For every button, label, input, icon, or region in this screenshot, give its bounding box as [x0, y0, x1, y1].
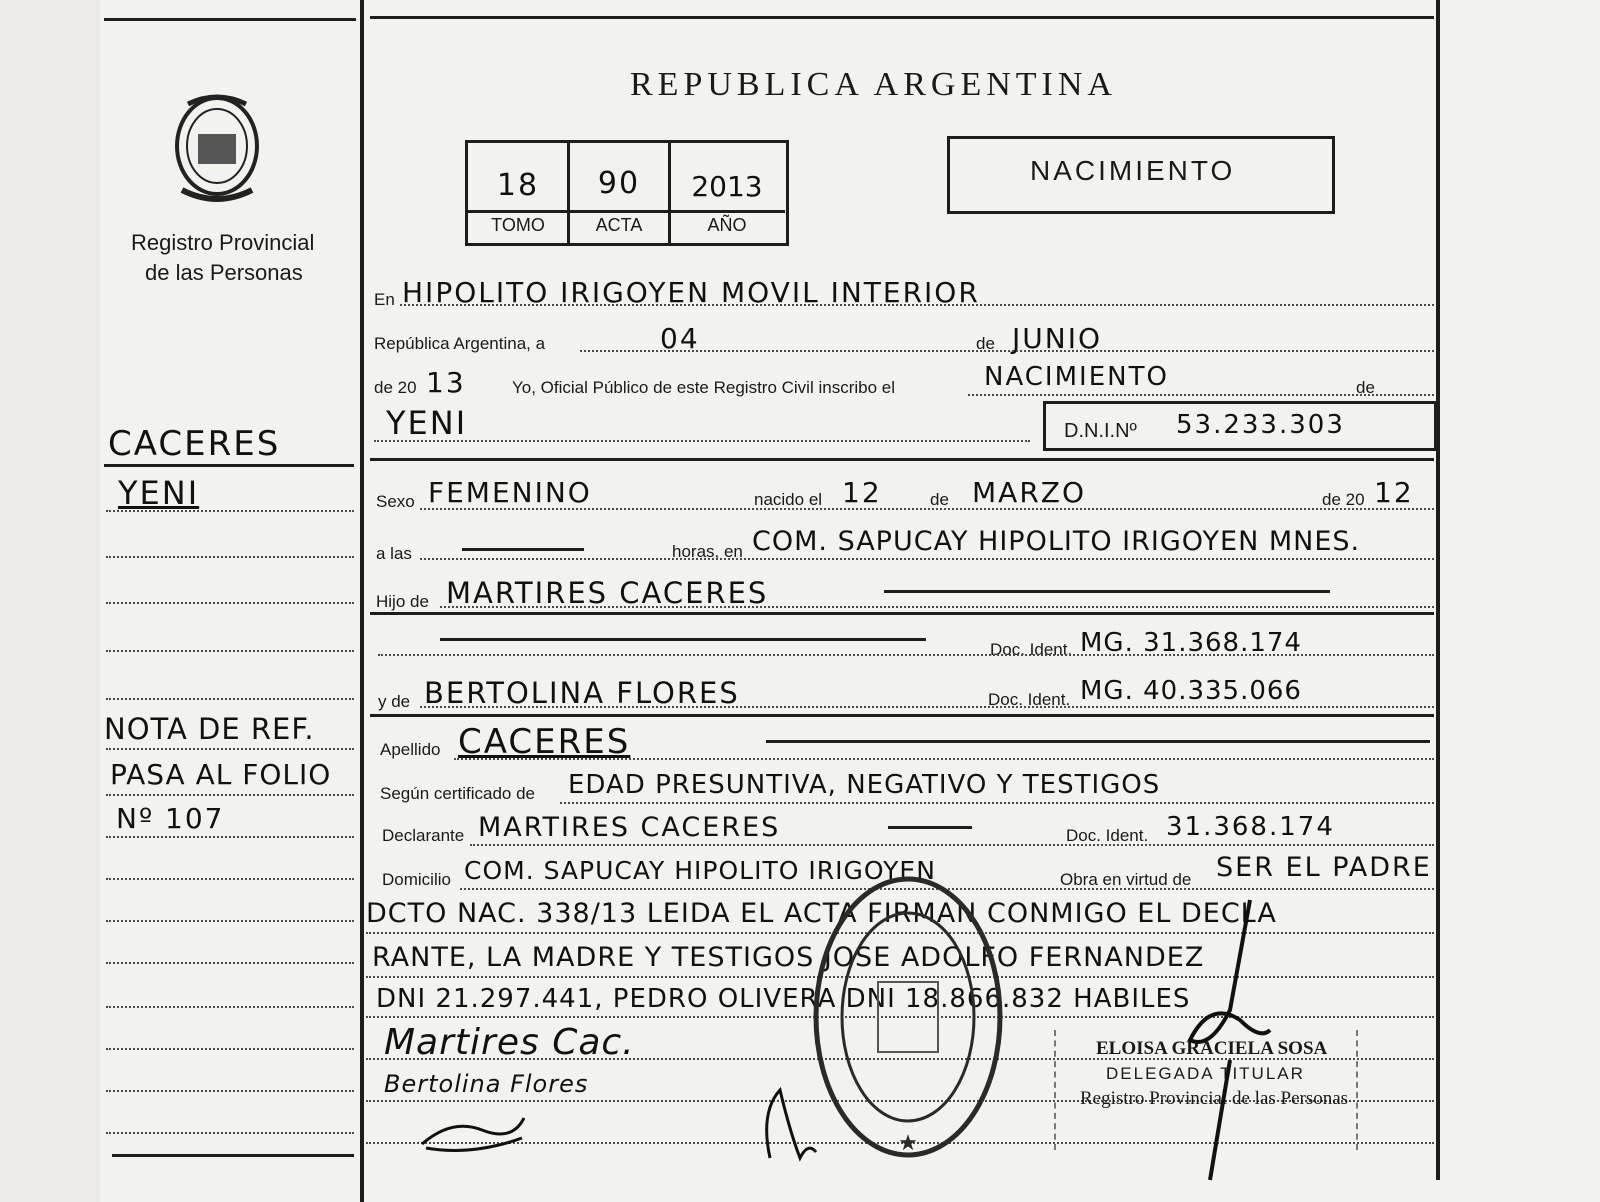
field-dotline [400, 304, 1434, 306]
a-las-label: a las [376, 544, 412, 563]
section-rule [370, 612, 1434, 615]
anio-label: AÑO [707, 215, 747, 235]
doc-ident-label-2: Doc. Ident. [988, 690, 1071, 709]
sidebar-note-line3: Nº 107 [116, 802, 225, 835]
year-prefix: de 20 [374, 378, 417, 397]
tomo-value: 18 [496, 168, 540, 203]
section-rule [370, 458, 1434, 461]
seal-icon [168, 90, 266, 208]
day-value: 04 [660, 322, 700, 355]
official-stamp [808, 872, 1008, 1162]
side-bottom-rule [112, 1154, 354, 1157]
sexo-label: Sexo [376, 492, 415, 511]
dni-label: D.N.I.Nº [1064, 420, 1137, 442]
body-line-3: DNI 21.297.441, PEDRO OLIVERA DNI 18.866.832 HABILES [376, 984, 1191, 1014]
sidebar-note-line2: PASA AL FOLIO [110, 758, 332, 791]
side-dotline [106, 748, 354, 750]
mother-doc: MG. 40.335.066 [1080, 676, 1302, 706]
inscribo-value: NACIMIENTO [984, 362, 1169, 392]
signature-mother: Bertolina Flores [384, 1070, 589, 1098]
anio-value: 2013 [691, 170, 763, 203]
registry-name-line1: Registro Provincial [131, 230, 315, 255]
official-signature-icon [1170, 890, 1300, 1190]
mother-name: BERTOLINA FLORES [424, 676, 740, 710]
column-divider [360, 0, 364, 1202]
obra-value: SER EL PADRE [1216, 852, 1432, 883]
main-top-rule [370, 16, 1434, 19]
official-name: ELOISA GRACIELA SOSA [1096, 1038, 1328, 1059]
signature-declarante: Martires Cac. [384, 1022, 635, 1063]
side-dotline [106, 602, 354, 604]
obra-label: Obra en virtud de [1060, 870, 1192, 889]
field-dotline [968, 394, 1434, 396]
republica-label: República Argentina, a [374, 334, 546, 353]
en-label: En [374, 290, 395, 309]
declarante-label: Declarante [382, 826, 465, 845]
side-dotline [106, 1132, 354, 1134]
declarante-doc-label: Doc. Ident. [1066, 826, 1149, 845]
de-label-3: de [930, 490, 949, 509]
segun-label: Según certificado de [380, 784, 535, 803]
field-dotline [378, 654, 1434, 656]
segun-value: EDAD PRESUNTIVA, NEGATIVO Y TESTIGOS [568, 770, 1161, 800]
en-value: HIPOLITO IRIGOYEN MOVIL INTERIOR [402, 276, 980, 309]
side-dotline [106, 920, 354, 922]
apellido-value: CACERES [458, 722, 631, 762]
side-dotline [106, 836, 354, 838]
side-dotline [106, 1048, 354, 1050]
doc-ident-label: Doc. Ident. [990, 640, 1073, 659]
svg-text:★: ★ [898, 1130, 918, 1155]
birth-month: MARZO [972, 476, 1086, 509]
field-dotline [454, 758, 1434, 760]
domicilio-label: Domicilio [382, 870, 451, 889]
sexo-value: FEMENINO [428, 476, 592, 509]
nacido-label: nacido el [754, 490, 823, 509]
de-label-2: de [1356, 378, 1375, 397]
de-label: de [976, 334, 995, 353]
sidebar-surname: CACERES [108, 424, 281, 464]
month-value: JUNIO [1012, 322, 1102, 355]
record-label-rule [465, 210, 785, 213]
side-dotline [106, 878, 354, 880]
declarante-value: MARTIRES CACERES [478, 812, 781, 843]
birth-year-prefix: de 20 [1322, 490, 1365, 509]
domicilio-value: COM. SAPUCAY HIPOLITO IRIGOYEN [464, 856, 936, 885]
side-dotline [106, 698, 354, 700]
y-de-label: y de [378, 692, 411, 711]
body-line-2: RANTE, LA MADRE Y TESTIGOS JOSE ADOLFO FERNANDEZ [372, 942, 1205, 973]
witness-signature-icon [412, 1108, 532, 1158]
hijo-label: Hijo de [376, 592, 429, 611]
act-type: NACIMIENTO [1030, 155, 1236, 186]
birth-day: 12 [842, 476, 882, 509]
field-dotline [470, 844, 1434, 846]
birth-place: COM. SAPUCAY HIPOLITO IRIGOYEN MNES. [752, 526, 1361, 557]
blank-dash [766, 740, 1430, 743]
father-name: MARTIRES CACERES [446, 576, 769, 610]
field-dotline [374, 440, 1030, 442]
side-dotline [106, 794, 354, 796]
child-name: YENI [386, 404, 468, 442]
apellido-label: Apellido [380, 740, 441, 759]
right-border [1436, 0, 1440, 1180]
blank-dash [884, 590, 1330, 593]
tomo-label: TOMO [491, 215, 545, 235]
sidebar-rule [104, 464, 354, 467]
field-dotline [580, 350, 1434, 352]
section-rule [370, 714, 1434, 717]
oficial-text: Yo, Oficial Público de este Registro Civil inscribo el [512, 378, 895, 397]
sidebar-given-name: YENI [118, 474, 200, 512]
side-dotline [106, 1006, 354, 1008]
side-dotline [106, 510, 354, 512]
horas-label: horas, en [672, 542, 743, 561]
field-dotline [560, 802, 1434, 804]
page-margin [0, 0, 100, 1202]
field-dotline [420, 558, 1434, 560]
registry-name-line2: de las Personas [145, 260, 303, 285]
dni-value: 53.233.303 [1176, 410, 1345, 440]
side-dotline [106, 962, 354, 964]
acta-label: ACTA [595, 215, 643, 235]
blank-dash [462, 548, 584, 551]
blank-dash [440, 638, 926, 641]
acta-value: 90 [597, 166, 641, 201]
body-line-1: DCTO NAC. 338/13 LEIDA EL ACTA FIRMAN CONMIGO EL DECLA [366, 898, 1277, 929]
declarante-doc: 31.368.174 [1166, 812, 1335, 842]
official-org: Registro Provincial de las Personas [1080, 1088, 1349, 1109]
blank-dash [888, 826, 972, 829]
official-title: DELEGADA TITULAR [1106, 1064, 1305, 1083]
side-dotline [106, 1090, 354, 1092]
side-dotline [106, 556, 354, 558]
sidebar-note-line1: NOTA DE REF. [104, 712, 315, 746]
field-dotline [440, 606, 1434, 608]
father-doc: MG. 31.368.174 [1080, 628, 1302, 658]
side-top-rule [104, 18, 356, 21]
field-dotline [420, 706, 1434, 708]
year-value: 13 [426, 366, 466, 399]
country-title: REPUBLICA ARGENTINA [630, 66, 1117, 103]
birth-year: 12 [1374, 476, 1414, 509]
province-seal [168, 90, 266, 208]
side-dotline [106, 650, 354, 652]
field-dotline [420, 508, 1434, 510]
stamp-icon [808, 872, 1008, 1162]
